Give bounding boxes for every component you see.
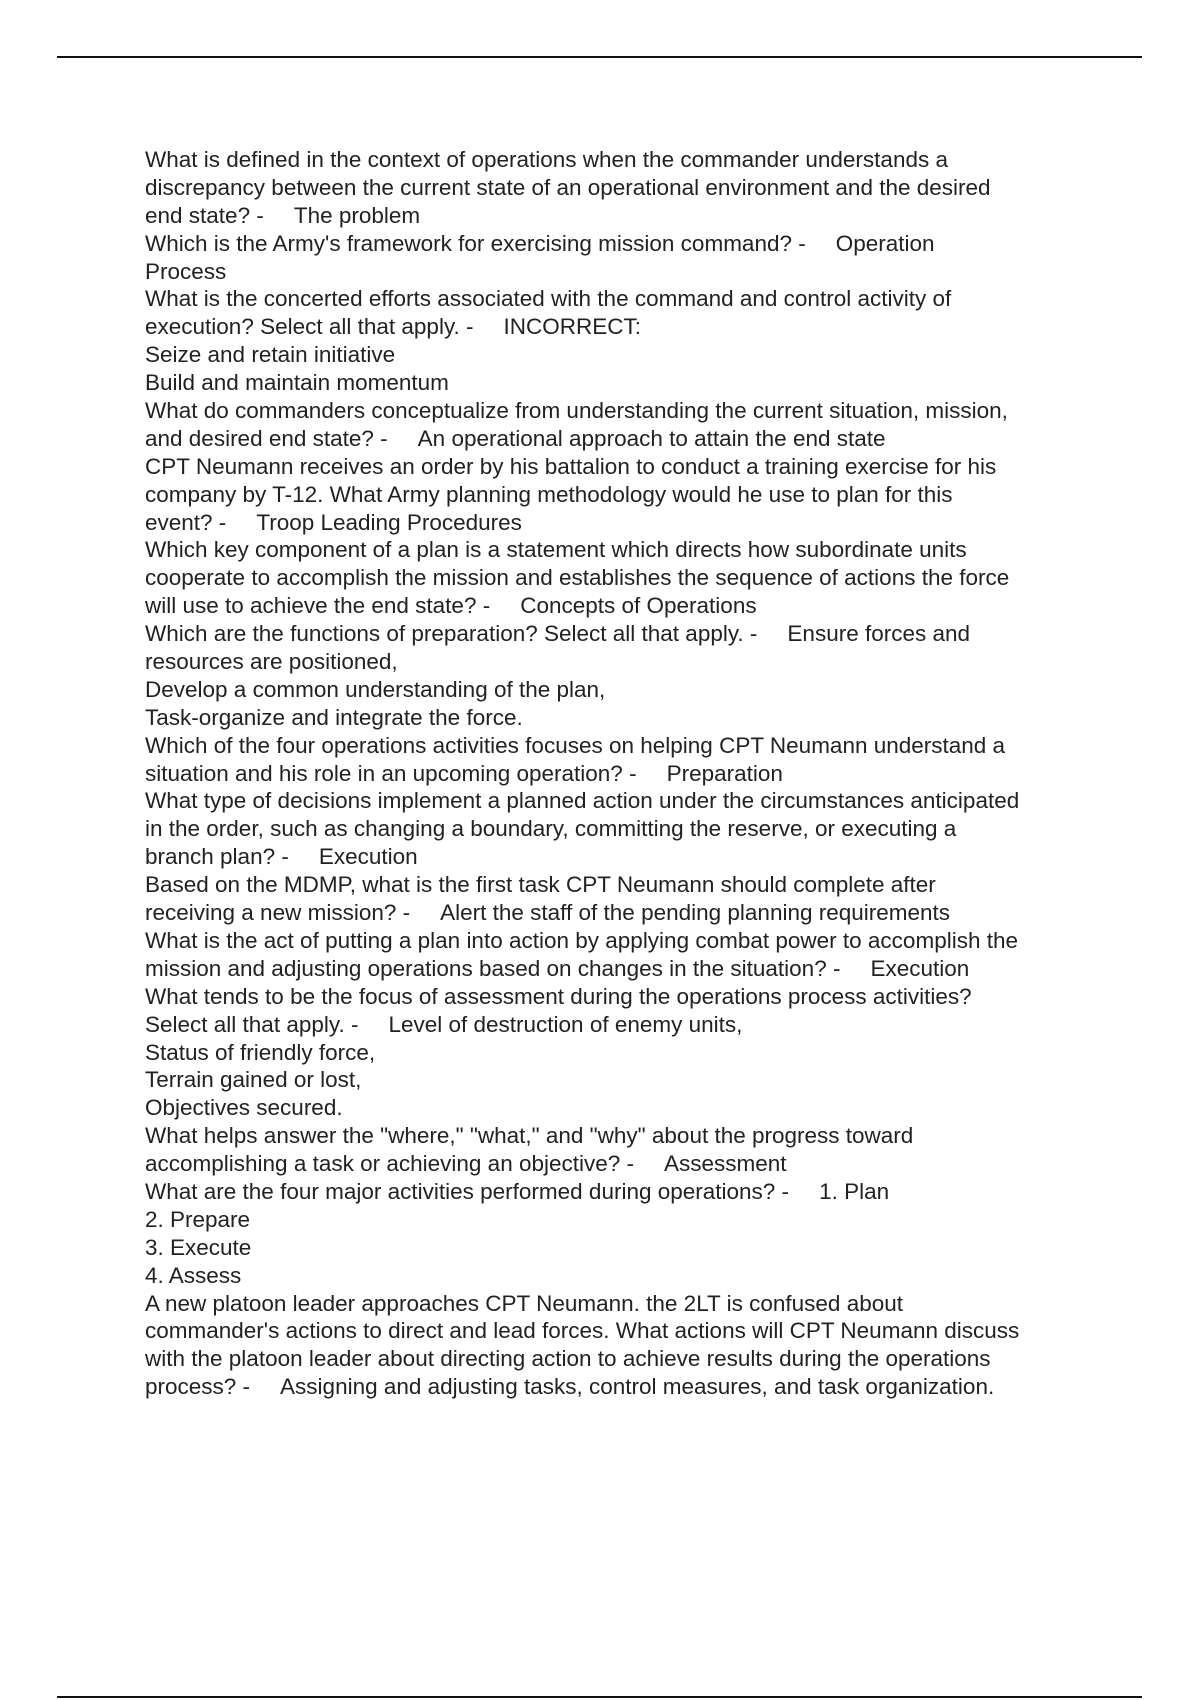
text-line: CPT Neumann receives an order by his battalion to conduct a training exercise for his (145, 453, 997, 479)
answer-text: Execution (870, 955, 970, 981)
text-line: Status of friendly force, (145, 1039, 376, 1065)
text-line: What type of decisions implement a planned action under the circumstances anticipated (145, 788, 1020, 814)
text-line: end state? - The problem (145, 202, 421, 228)
text-line: situation and his role in an upcoming operation? - Preparation (145, 760, 783, 786)
text-line: process? - Assigning and adjusting tasks, control measures, and task organization. (145, 1374, 995, 1400)
text-line: execution? Select all that apply. - INCORRECT: (145, 314, 642, 340)
text-line: What is the act of putting a plan into action by applying combat power to accomplish the (145, 927, 1018, 953)
text-line: 4. Assess (145, 1262, 242, 1288)
answer-text: Assessment (664, 1151, 787, 1177)
text-line: receiving a new mission? - Alert the staff of the pending planning requirements (145, 900, 951, 926)
text-line: branch plan? - Execution (145, 844, 418, 870)
text-line: What are the four major activities performed during operations? - 1. Plan (145, 1178, 890, 1204)
answer-text: Assigning and adjusting tasks, control measures, and task organization. (280, 1374, 995, 1400)
text-line: 3. Execute (145, 1234, 252, 1260)
answer-text: Execution (318, 844, 418, 870)
text-line: What tends to be the focus of assessment during the operations process activities? (145, 983, 972, 1009)
text-line: mission and adjusting operations based on changes in the situation? - Execution (145, 955, 970, 981)
text-line: in the order, such as changing a boundary, committing the reserve, or executing a (145, 816, 957, 842)
text-line: What helps answer the "where," "what," and "why" about the progress toward (145, 1123, 914, 1149)
header-rule (57, 56, 1142, 58)
text-line: cooperate to accomplish the mission and establishes the sequence of actions the force (145, 565, 1010, 591)
text-line: and desired end state? - An operational approach to attain the end state (145, 425, 886, 451)
text-line: will use to achieve the end state? - Concepts of Operations (145, 593, 757, 619)
text-line: commander's actions to direct and lead forces. What actions will CPT Neumann discuss (145, 1318, 1020, 1344)
text-line: company by T-12. What Army planning methodology would he use to plan for this (145, 481, 953, 507)
text-line: resources are positioned, (145, 649, 398, 675)
text-line: Which are the functions of preparation? Select all that apply. - Ensure forces and (145, 621, 971, 647)
text-line: Which key component of a plan is a statement which directs how subordinate units (145, 537, 967, 563)
text-line: A new platoon leader approaches CPT Neumann. the 2LT is confused about (145, 1290, 904, 1316)
text-line: Process (145, 258, 227, 284)
text-line: What do commanders conceptualize from understanding the current situation, mission, (145, 398, 1008, 424)
answer-text: The problem (293, 202, 421, 228)
text-line: accomplishing a task or achieving an objective? - Assessment (145, 1151, 787, 1177)
text-line: Build and maintain momentum (145, 370, 449, 396)
answer-text: Ensure forces and (787, 621, 971, 647)
answer-text: 1. Plan (819, 1178, 890, 1204)
text-line: discrepancy between the current state of an operational environment and the desired (145, 174, 991, 200)
text-line: Based on the MDMP, what is the first task CPT Neumann should complete after (145, 872, 936, 898)
text-line: What is defined in the context of operations when the commander understands a (145, 147, 948, 172)
answer-text: Troop Leading Procedures (256, 509, 522, 535)
answer-text: Preparation (666, 760, 783, 786)
text-line: What is the concerted efforts associated with the command and control activity of (145, 286, 952, 312)
answer-text: INCORRECT: (503, 314, 642, 340)
answer-text: Alert the staff of the pending planning requirements (440, 900, 951, 926)
answer-text: Operation (835, 230, 935, 256)
text-line: Terrain gained or lost, (145, 1067, 362, 1093)
footer-rule (57, 1696, 1142, 1698)
answer-text: An operational approach to attain the end state (417, 425, 886, 451)
text-line: Which of the four operations activities focuses on helping CPT Neumann understand a (145, 732, 1006, 758)
text-line: Seize and retain initiative (145, 342, 396, 368)
answer-text: Level of destruction of enemy units, (388, 1011, 743, 1037)
text-line: 2. Prepare (145, 1206, 251, 1232)
answer-text: Concepts of Operations (520, 593, 757, 619)
text-line: Develop a common understanding of the plan, (145, 676, 606, 702)
text-line: Objectives secured. (145, 1095, 343, 1121)
text-line: Which is the Army's framework for exercising mission command? - Operation (145, 230, 935, 256)
text-line: with the platoon leader about directing action to achieve results during the operations (145, 1346, 991, 1372)
document-body (145, 146, 1085, 1401)
text-line: Select all that apply. - Level of destruction of enemy units, (145, 1011, 743, 1037)
text-line: event? - Troop Leading Procedures (145, 509, 522, 535)
text-line: Task-organize and integrate the force. (145, 704, 523, 730)
